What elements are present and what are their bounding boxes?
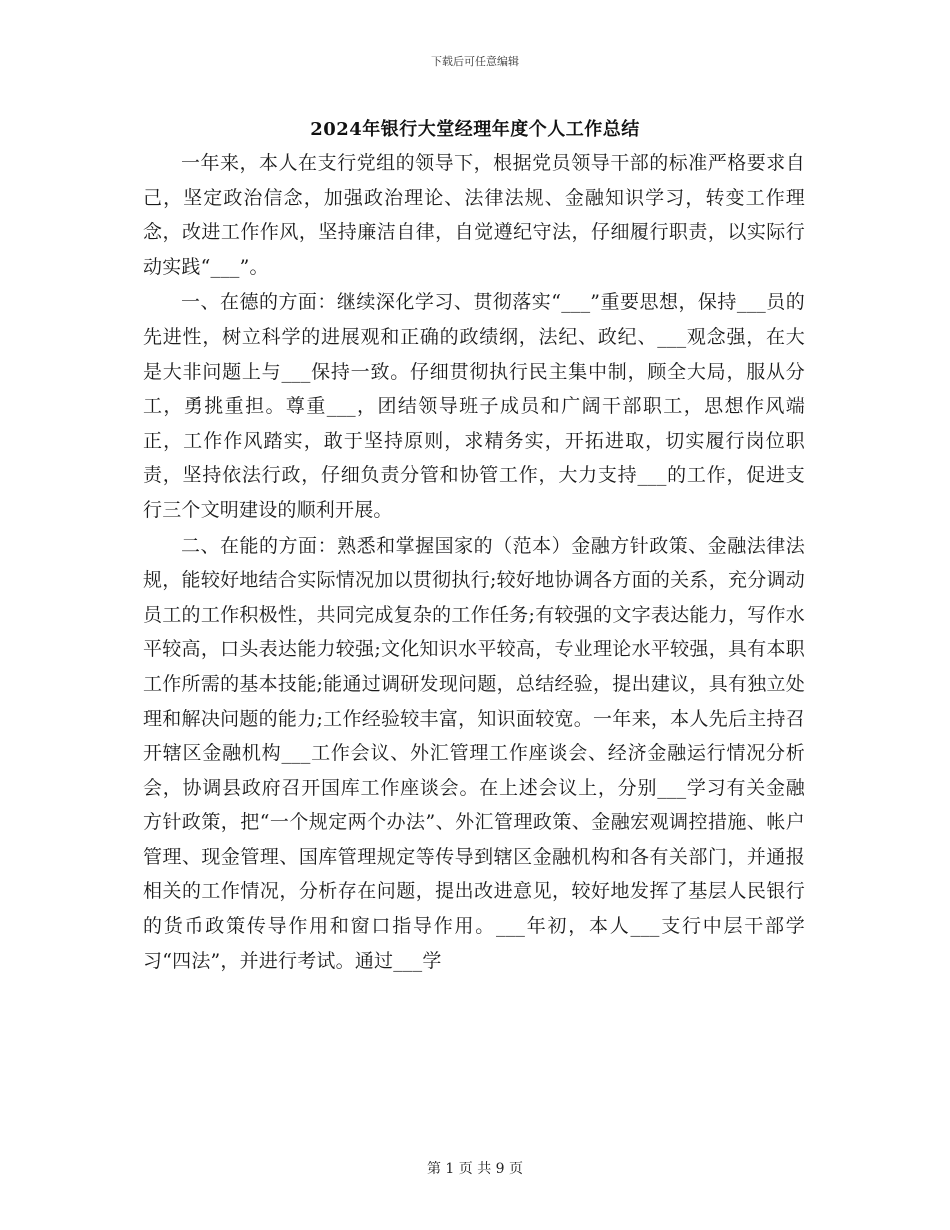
page-number: 第 1 页 共 9 页 xyxy=(426,1161,524,1177)
page-header-note: 下载后可任意编辑 xyxy=(431,55,519,68)
document-title: 2024年银行大堂经理年度个人工作总结 xyxy=(310,119,640,140)
paragraph-morality: 一、在德的方面：继续深化学习、贯彻落实“___”重要思想，保持___员的先进性，树立科学的进展观和正确的政绩纲，法纪、政纪、___观念强，在大是大非问题上与___保持一致。仔细贯彻执行民主集中制，顾全大局，服从分工，勇挑重担。尊重___，团结领导班子成员和广阔干部职工，思想作风端正，工作作风踏实，敢于坚持原则，求精务实，开拓进取，切实履行岗位职责，坚持依法行政，仔细负责分管和协管工作，大力支持___的工作，促进支行三个文明建设的顺利开展。 xyxy=(143,291,805,521)
paragraph-intro: 一年来，本人在支行党组的领导下，根据党员领导干部的标准严格要求自己，坚定政治信念，加强政治理论、法律法规、金融知识学习，转变工作理念，改进工作作风，坚持廉洁自律，自觉遵纪守法，仔细履行职责，以实际行动实践“___”。 xyxy=(143,152,805,278)
document-body xyxy=(143,146,805,979)
paragraph-ability: 二、在能的方面：熟悉和掌握国家的（范本）金融方针政策、金融法律法规，能较好地结合实际情况加以贯彻执行;较好地协调各方面的关系，充分调动员工的工作积极性，共同完成复杂的工作任务;有较强的文字表达能力，写作水平较高，口头表达能力较强;文化知识水平较高，专业理论水平较强，具有本职工作所需的基本技能;能通过调研发现问题，总结经验，提出建议，具有独立处理和解决问题的能力;工作经验较丰富，知识面较宽。一年来，本人先后主持召开辖区金融机构___工作会议、外汇管理工作座谈会、经济金融运行情况分析会，协调县政府召开国库工作座谈会。在上述会议上，分别___学习有关金融方针政策，把“一个规定两个办法”、外汇管理政策、金融宏观调控措施、帐户管理、现金管理、国库管理规定等传导到辖区金融机构和各有关部门，并通报相关的工作情况，分析存在问题，提出改进意见，较好地发挥了基层人民银行的货币政策传导作用和窗口指导作用。___年初，本人___支行中层干部学习“四法”，并进行考试。通过___学 xyxy=(143,534,805,972)
